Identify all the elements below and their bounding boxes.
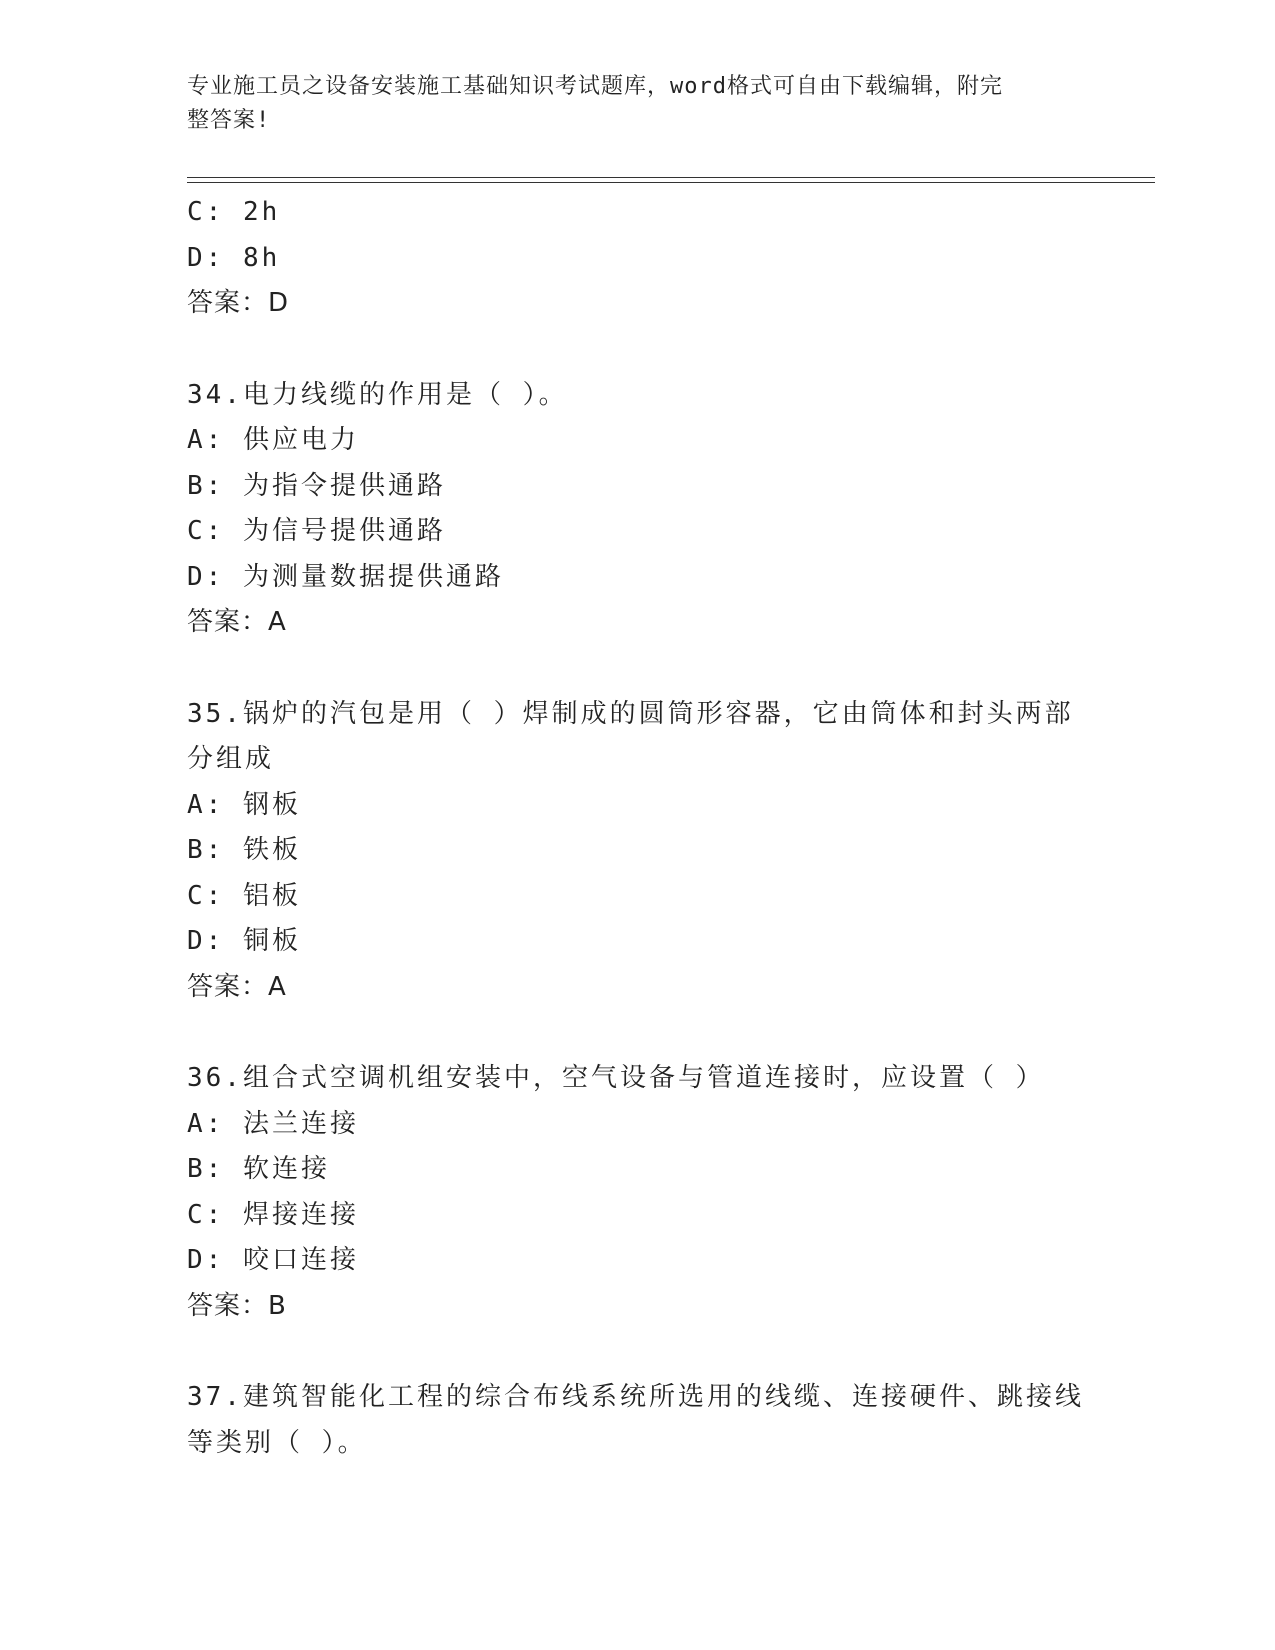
header-line-1: 专业施工员之设备安装施工基础知识考试题库，word格式可自由下载编辑，附完 (187, 74, 1003, 99)
option-c: C: 铝板 (187, 880, 301, 911)
question-36 (187, 1056, 1087, 1329)
question-text: 37.建筑智能化工程的综合布线系统所选用的线缆、连接硬件、跳接线 (187, 1382, 1084, 1412)
option-d: D: 咬口连接 (187, 1245, 359, 1275)
option-b: B: 铁板 (187, 835, 301, 865)
option-b: B: 为指令提供通路 (187, 470, 446, 501)
document-header (187, 70, 1067, 138)
question-text: 35.锅炉的汽包是用（ ）焊制成的圆筒形容器，它由筒体和封头两部 (187, 698, 1074, 729)
question-34 (187, 373, 1087, 646)
answer: 答案：A (187, 971, 287, 1002)
question-35 (187, 692, 1087, 1011)
question-37 (187, 1375, 1087, 1466)
answer: 答案：D (187, 288, 290, 318)
answer: 答案：A (187, 607, 287, 637)
option-b: B: 软连接 (187, 1154, 330, 1184)
header-divider-top (187, 177, 1155, 178)
question-text: 34.电力线缆的作用是（ ）。 (187, 379, 568, 410)
question-list (187, 190, 1087, 1466)
option-a: A: 供应电力 (187, 425, 359, 455)
option-c: C: 焊接连接 (187, 1199, 359, 1230)
prev-question (187, 190, 1087, 327)
option-a: A: 钢板 (187, 789, 301, 820)
question-text-cont: 等类别（ ）。 (187, 1427, 367, 1458)
option-d: D: 8h (187, 242, 281, 273)
option-c: C: 为信号提供通路 (187, 516, 446, 546)
option-a: A: 法兰连接 (187, 1108, 359, 1139)
option-c: C: 2h (187, 197, 281, 227)
header-line-2: 整答案! (187, 108, 271, 133)
header-divider-bottom (187, 182, 1155, 183)
question-text-cont: 分组成 (187, 744, 275, 774)
option-d: D: 铜板 (187, 926, 301, 956)
option-d: D: 为测量数据提供通路 (187, 561, 504, 592)
question-text: 36.组合式空调机组安装中，空气设备与管道连接时，应设置（ ） (187, 1063, 1045, 1093)
answer: 答案：B (187, 1290, 287, 1321)
